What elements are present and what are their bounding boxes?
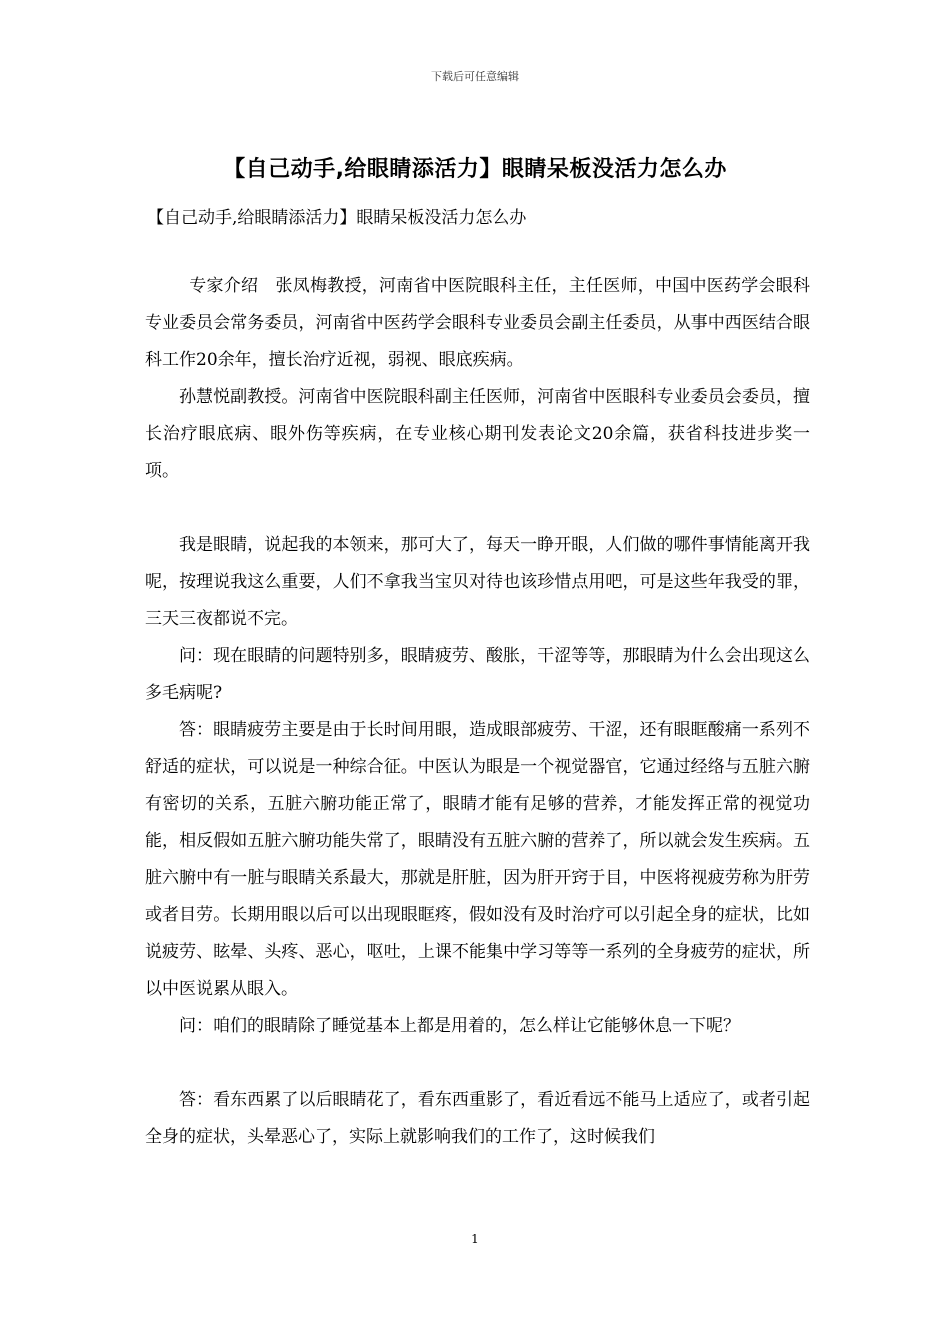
document-subtitle: 【自己动手,给眼睛添活力】眼睛呆板没活力怎么办 — [147, 208, 527, 228]
page-number: 1 — [471, 1232, 479, 1246]
document-title: 【自己动手,给眼睛添活力】眼睛呆板没活力怎么办 — [223, 157, 727, 182]
paragraph-answer-2: 答：看东西累了以后眼睛花了，看东西重影了，看近看远不能马上适应了，或者引起全身的症状，头晕恶心了，实际上就影响我们的工作了，这时候我们 — [145, 1090, 810, 1147]
paragraph-question-2: 问：咱们的眼睛除了睡觉基本上都是用着的，怎么样让它能够休息一下呢？ — [179, 1016, 740, 1036]
paragraph-eye-intro: 我是眼睛，说起我的本领来，那可大了，每天一睁开眼，人们做的哪件事情能离开我呢，按理说我这么重要，人们不拿我当宝贝对待也该珍惜点用吧，可是这些年我受的罪，三天三夜都说不完。 — [145, 535, 810, 629]
header-note: 下载后可任意编辑 — [431, 70, 519, 83]
paragraph-question-1: 问：现在眼睛的问题特别多，眼睛疲劳、酸胀，干涩等等，那眼睛为什么会出现这么多毛病呢? — [145, 646, 810, 703]
paragraph-expert-intro: 专家介绍 张凤梅教授，河南省中医院眼科主任，主任医师，中国中医药学会眼科专业委员会常务委员，河南省中医药学会眼科专业委员会副主任委员，从事中西医结合眼科工作20余年，擅长治疗近视，弱视、眼底疾病。 — [145, 276, 810, 370]
paragraph-expert-sun: 孙慧悦副教授。河南省中医院眼科副主任医师，河南省中医眼科专业委员会委员，擅长治疗眼底病、眼外伤等疾病，在专业核心期刊发表论文20余篇，获省科技进步奖一项。 — [145, 387, 810, 481]
document-body — [145, 268, 810, 1156]
paragraph-answer-1: 答：眼睛疲劳主要是由于长时间用眼，造成眼部疲劳、干涩，还有眼眶酸痛一系列不舒适的症状，可以说是一种综合征。中医认为眼是一个视觉器官，它通过经络与五脏六腑有密切的关系，五脏六腑功能正常了，眼睛才能有足够的营养，才能发挥正常的视觉功能，相反假如五脏六腑功能失常了，眼睛没有五脏六腑的营养了，所以就会发生疾病。五脏六腑中有一脏与眼睛关系最大，那就是肝脏，因为肝开窍于目，中医将视疲劳称为肝劳或者目劳。长期用眼以后可以出现眼眶疼，假如没有及时治疗可以引起全身的症状，比如说疲劳、眩晕、头疼、恶心，呕吐，上课不能集中学习等等一系列的全身疲劳的症状，所以中医说累从眼入。 — [145, 720, 810, 999]
